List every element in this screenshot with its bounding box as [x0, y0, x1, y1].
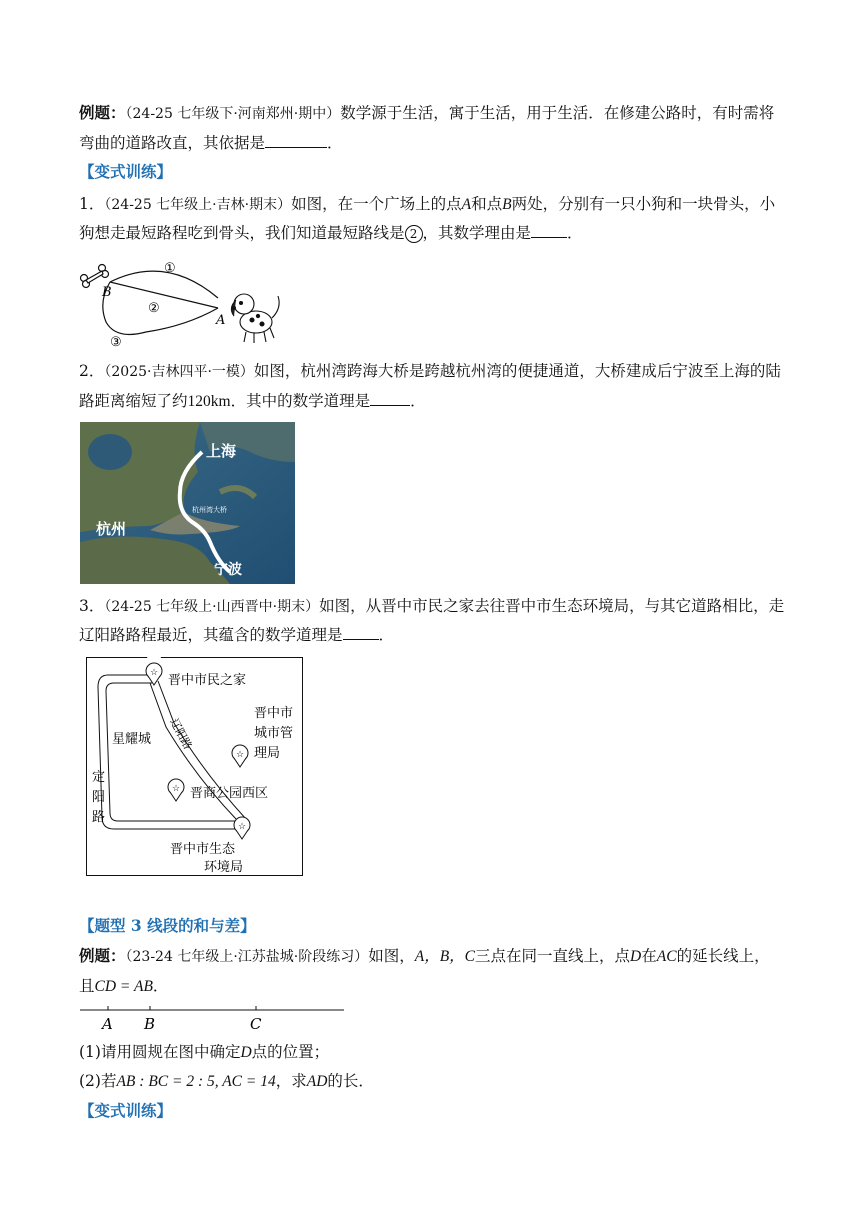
text: 点的位置；	[251, 1043, 330, 1061]
example-1-line-2	[79, 133, 343, 153]
point-B-label: B	[144, 1015, 156, 1033]
point-C-label: C	[250, 1015, 262, 1033]
svg-text:☆: ☆	[238, 822, 247, 832]
point-B-label: B	[102, 285, 112, 300]
text: ．	[152, 977, 169, 995]
text: ．	[378, 626, 395, 644]
text: 如图，从晋中市民之家去往晋中市生态环境局，与其它道路相比，走	[319, 597, 785, 615]
part-2	[79, 1071, 374, 1092]
source: （2025·吉林四平·一模）	[104, 364, 254, 380]
circled-number: 2	[405, 225, 423, 243]
dog-icon	[231, 294, 279, 343]
path-label-3: ③	[110, 335, 122, 348]
question-2-line-2	[79, 391, 426, 412]
text: 在	[641, 947, 657, 965]
points: A，B，C	[414, 948, 476, 965]
text: 和点	[471, 195, 503, 213]
label-bureau-3: 理局	[254, 746, 281, 761]
label-hangzhou: 杭州	[96, 520, 127, 538]
text: ，其数学理由是	[422, 224, 532, 242]
question-number: 1．	[79, 195, 105, 213]
text: 弯曲的道路改直，其依据是	[79, 134, 266, 152]
section-heading: 【题型 3 线段的和与差】	[79, 916, 256, 935]
point-label: A	[461, 196, 472, 213]
label-liaoyang-road: 辽阳路	[167, 716, 195, 752]
label-eco-2: 环境局	[204, 860, 244, 875]
variant-heading: 【变式训练】	[79, 1101, 173, 1120]
part-1	[79, 1042, 329, 1063]
point-label: D	[240, 1044, 252, 1061]
label-bridge: 杭州湾大桥	[192, 506, 227, 514]
label-bureau-2: 城市管	[254, 726, 294, 741]
equation: CD = AB	[94, 978, 153, 995]
example-label: 例题：	[79, 946, 126, 965]
question-1-line-1	[79, 194, 775, 215]
text: 两处，分别有一只小狗和一块骨头，小	[511, 195, 776, 213]
question-1-line-2	[79, 223, 583, 243]
text: 路距离缩短了约	[79, 392, 188, 410]
label-park: 晋商公园西区	[190, 786, 269, 801]
point-A-label: A	[216, 313, 226, 328]
example-3-line-1	[79, 946, 770, 967]
label-xingyao: 星耀城	[112, 732, 152, 747]
source: （24-25 七年级上·吉林·期末）	[104, 197, 292, 213]
equation: AB : BC = 2 : 5, AC = 14	[116, 1073, 276, 1090]
label-bureau-1: 晋中市	[254, 706, 294, 721]
answer-blank	[531, 223, 567, 238]
label-ningbo: 宁波	[214, 562, 242, 578]
jinzhong-map	[86, 657, 304, 877]
hangzhou-bay-map	[80, 422, 295, 584]
text: 的长．	[327, 1072, 374, 1090]
point-label: D	[630, 948, 642, 965]
question-3-line-2	[79, 625, 394, 645]
point-A-label: A	[102, 1015, 113, 1033]
label-shanghai: 上海	[206, 442, 237, 460]
answer-blank	[370, 391, 410, 406]
svg-text:☆: ☆	[150, 668, 159, 678]
source: （24-25 七年级下·河南郑州·期中）	[125, 106, 341, 122]
variant-heading: 【变式训练】	[79, 162, 173, 181]
example-label: 例题：	[79, 103, 126, 122]
question-number: 3．	[79, 597, 105, 615]
source: （24-25 七年级上·山西晋中·期末）	[104, 599, 320, 615]
text: ．	[410, 392, 426, 410]
segment-figure	[78, 1000, 350, 1034]
text: 如图，杭州湾跨海大桥是跨越杭州湾的便捷通道，大桥建成后宁波至上海的陆	[253, 362, 781, 380]
answer-blank	[343, 625, 379, 640]
text: 三点在同一直线上，点	[475, 947, 631, 965]
text: 辽阳路路程最近，其蕴含的数学道理是	[79, 626, 343, 644]
segment-label: AD	[306, 1073, 328, 1090]
path-label-1: ①	[164, 261, 176, 276]
text: 如图，在一个广场上的点	[291, 195, 462, 213]
text: (1)请用圆规在图中确定	[79, 1043, 241, 1061]
svg-text:☆: ☆	[236, 750, 245, 760]
example-1-line-1	[79, 103, 774, 124]
svg-text:☆: ☆	[172, 784, 181, 794]
text: 的延长线上，	[676, 947, 770, 965]
distance: 120km	[187, 393, 231, 410]
label-dingyang-2: 阳	[92, 790, 106, 805]
text: ．	[327, 134, 343, 152]
text: ．其中的数学道理是	[230, 392, 371, 410]
question-2-line-1	[79, 361, 781, 382]
path-label-2: ②	[148, 301, 160, 316]
text: 且	[79, 977, 95, 995]
text: 数学源于生活，寓于生活，用于生活．在修建公路时，有时需将	[340, 104, 775, 122]
question-number: 2．	[79, 362, 105, 380]
point-label: B	[502, 196, 512, 213]
segment-label: AC	[656, 948, 677, 965]
text: 如图，	[368, 947, 415, 965]
text: ，求	[275, 1072, 307, 1090]
label-dingyang-3: 路	[92, 810, 106, 825]
text: 狗想走最短路程吃到骨头，我们知道最短路线是	[79, 224, 405, 242]
label-dingyang-1: 定	[92, 770, 106, 785]
text: ．	[567, 224, 583, 242]
label-eco-1: 晋中市生态	[170, 842, 236, 857]
example-3-line-2	[79, 976, 168, 997]
label-citizen-home: 晋中市民之家	[168, 673, 247, 688]
dog-bone-figure	[76, 252, 296, 348]
answer-blank	[265, 133, 327, 148]
question-3-line-1	[79, 596, 784, 617]
text: (2)若	[79, 1072, 117, 1090]
source: （23-24 七年级上·江苏盐城·阶段练习）	[125, 949, 369, 965]
